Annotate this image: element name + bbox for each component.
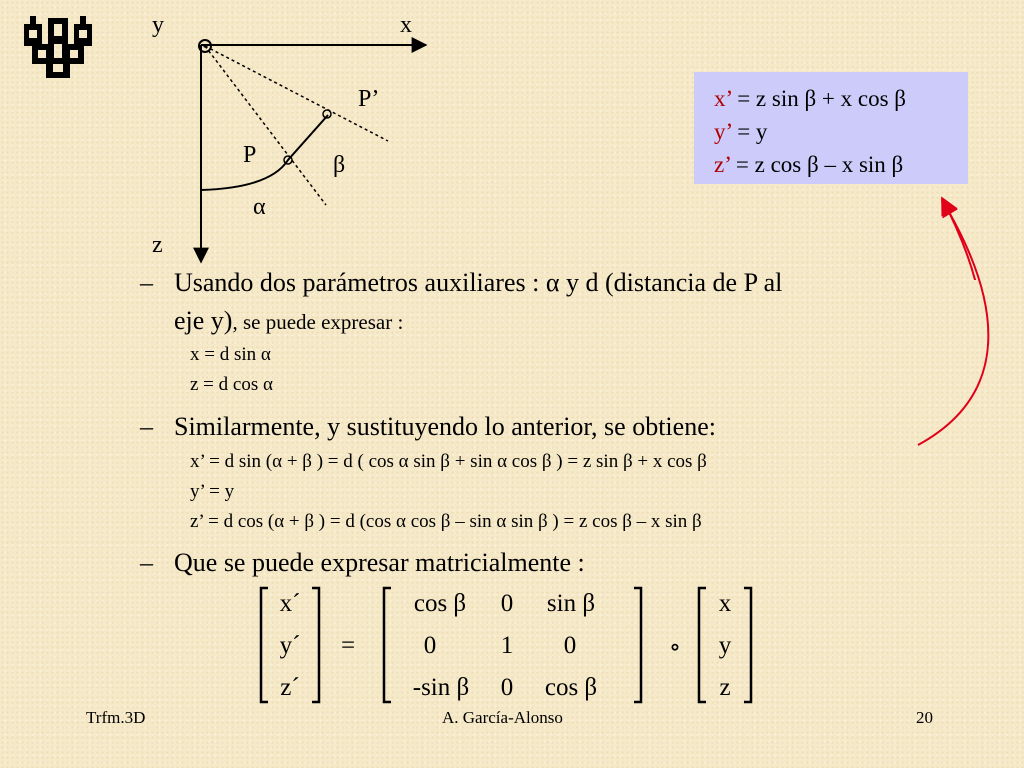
bullet-dash: – [140, 548, 153, 577]
formula-box [694, 72, 968, 184]
composition-operator-icon: ∘ [668, 634, 682, 661]
bullet-text: Que se puede expresar matricialmente : [174, 548, 585, 577]
footer-author: A. García-Alonso [442, 708, 563, 727]
footer-course: Trfm.3D [86, 708, 146, 727]
line-to-p [205, 46, 326, 205]
matrix-cell: cos β [544, 674, 598, 701]
bullet-parametros [140, 266, 920, 300]
equation-line: z’ = d cos (α + β ) = d (cos α cos β – sin α sin β ) = z cos β – x sin β [190, 511, 702, 532]
matrix-cell: sin β [546, 590, 596, 617]
equals-sign: = [340, 632, 356, 659]
vector-rhs-z: z [719, 674, 731, 701]
matrix-equation [0, 590, 1024, 710]
footer-page-number: 20 [916, 708, 933, 727]
bullet-text: Similarmente, y sustituyendo lo anterior, se obtiene: [174, 412, 716, 441]
formula-line-x: x’ = z sin β + x cos β [714, 86, 907, 111]
bullet-similarmente [140, 410, 920, 444]
axis-label-y: y [152, 12, 164, 38]
bullet-dash: – [140, 412, 153, 441]
equation-line: x’ = d sin (α + β ) = d ( cos α sin β + sin α cos β ) = z sin β + x cos β [190, 451, 707, 472]
matrix-cell: 0 [500, 674, 514, 701]
red-arrow [918, 198, 983, 280]
vector-rhs-y: y [718, 632, 732, 659]
formula-line-z: z’ = z cos β – x sin β [714, 152, 904, 177]
matrix-cell: 1 [500, 632, 514, 659]
matrix-cell: 0 [500, 590, 514, 617]
rotation-arc [201, 115, 328, 190]
matrix-cell: 0 [563, 632, 577, 659]
equation-line: x = d sin α [190, 344, 271, 365]
vector-lhs-y: y´ [279, 632, 301, 659]
bullet-text: Usando dos parámetros auxiliares : α y d (distancia de P al [174, 268, 783, 297]
vector-rhs-x: x [718, 590, 732, 617]
matrix-cell: -sin β [412, 674, 470, 701]
equation-line: z = d cos α [190, 374, 273, 395]
vector-lhs-z: z´ [280, 674, 300, 701]
label-point-p: P [243, 142, 257, 168]
bullet-parametros-line2: eje y), se puede expresar : [174, 306, 404, 335]
label-point-p-prime: P’ [358, 86, 380, 112]
label-angle-beta: β [333, 152, 346, 178]
matrix-cell: 0 [423, 632, 437, 659]
vector-lhs-x: x´ [279, 590, 301, 617]
bullet-matricial [140, 546, 920, 580]
equation-line: y’ = y [190, 481, 235, 502]
label-angle-alpha: α [253, 194, 266, 220]
formula-line-y: y’ = y [714, 119, 768, 144]
bullet-dash: – [140, 268, 153, 297]
axis-label-z: z [152, 232, 163, 258]
matrix-cell: cos β [413, 590, 467, 617]
axis-label-x: x [400, 12, 412, 38]
